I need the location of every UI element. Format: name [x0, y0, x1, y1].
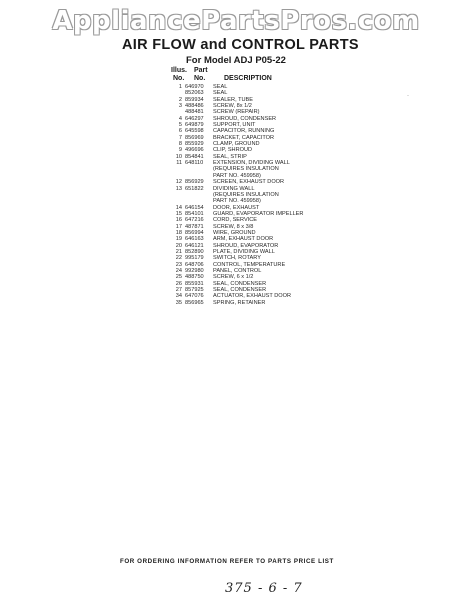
part-number: 856929 [185, 179, 204, 186]
illus-number: 2 [178, 96, 182, 103]
illus-number: 6 [178, 128, 182, 135]
stray-mark: · [407, 93, 409, 99]
illus-number: 25 [175, 274, 182, 281]
part-number: 646297 [185, 115, 204, 122]
part-description: SEAL, CONDENSER [213, 287, 267, 293]
part-number: 488750 [185, 274, 204, 281]
part-number: 646154 [185, 204, 204, 211]
part-description: (REQUIRES INSULATION [213, 166, 279, 173]
part-number: 647076 [185, 293, 204, 300]
part-number: 651822 [185, 185, 204, 192]
parts-row [171, 300, 411, 306]
part-description: ARM, EXHAUST DOOR [213, 236, 274, 243]
illus-number: 23 [175, 261, 182, 268]
part-description: WIRE, GROUND [213, 229, 256, 236]
illus-number: 24 [175, 267, 182, 274]
part-number: 488486 [185, 103, 204, 110]
part-description: CAPACITOR, RUNNING [213, 128, 275, 135]
part-number: 488481 [185, 109, 204, 116]
part-number: 647216 [185, 217, 204, 224]
part-description: DIVIDING WALL [213, 185, 255, 192]
illus-number: 18 [175, 229, 182, 236]
illus-number: 27 [175, 287, 182, 293]
part-number: 856969 [185, 134, 204, 141]
part-description: SEALER, TUBE [213, 96, 254, 103]
part-description: (REQUIRES INSULATION [213, 191, 279, 198]
part-number: 487871 [185, 223, 204, 230]
part-description: SEAL, CONDENSER [213, 280, 267, 287]
part-number: 648706 [185, 261, 204, 268]
part-number: 856965 [185, 299, 204, 306]
col-part-no-label: No. [194, 75, 206, 82]
part-description: SWITCH, ROTARY [213, 255, 261, 262]
part-number: 859934 [185, 96, 204, 103]
illus-number: 11 [176, 160, 182, 167]
part-description: DOOR, EXHAUST [213, 204, 260, 211]
part-description: CLIP, SHROUD [213, 147, 253, 154]
illus-number: 26 [175, 280, 182, 287]
illus-number: 19 [175, 236, 182, 243]
part-number: 646121 [185, 242, 204, 249]
part-number: 857925 [185, 287, 204, 293]
illus-number: 9 [178, 147, 182, 154]
illus-number: 15 [175, 210, 182, 217]
part-description: SUPPORT, UNIT [213, 122, 256, 129]
illus-number: 7 [178, 134, 182, 141]
col-no-label: No. [173, 75, 185, 82]
part-number: 852063 [185, 90, 204, 97]
part-number: 855931 [185, 280, 204, 287]
part-number: 645598 [185, 128, 204, 135]
part-description: SCREW, 6 x 1/2 [213, 274, 254, 281]
model-subtitle: For Model ADJ P05-22 [186, 55, 286, 66]
part-description: PANEL, CONTROL [213, 267, 262, 274]
col-illus-label: Illus. [171, 67, 187, 74]
part-number: 646163 [185, 236, 204, 243]
part-number: 649879 [185, 122, 204, 129]
part-description: SPRING, RETAINER [213, 299, 266, 306]
page-title: AIR FLOW and CONTROL PARTS [122, 37, 359, 53]
illus-number: 12 [175, 179, 182, 186]
part-description: SEAL [213, 90, 228, 97]
handwritten-note: 375 - 6 - 7 [225, 581, 303, 596]
part-description: BRACKET, CAPACITOR [213, 134, 275, 141]
illus-number: 10 [175, 153, 182, 160]
illus-number: 20 [175, 242, 182, 249]
part-description: EXTENSION, DIVIDING WALL [213, 160, 290, 167]
part-number: 854841 [185, 153, 204, 160]
illus-number: 13 [175, 185, 182, 192]
part-number: 992980 [185, 267, 204, 274]
part-number: 496696 [185, 147, 204, 154]
illus-number: 14 [175, 204, 182, 211]
illus-number: 35 [175, 299, 182, 306]
illus-number: 17 [175, 223, 182, 230]
part-description: PLATE, DIVIDING WALL [213, 248, 275, 255]
illus-number: 34 [175, 293, 182, 300]
part-description: SHROUD, CONDENSER [213, 115, 277, 122]
part-number: 995179 [185, 255, 204, 262]
illus-number: 16 [175, 217, 182, 224]
illus-number: 1 [178, 84, 182, 90]
illus-number: 22 [175, 255, 182, 262]
part-number: 854101 [185, 210, 204, 217]
part-description: PART NO. 459958) [213, 198, 261, 205]
part-description: SCREW, 8 x 3/8 [213, 223, 254, 230]
illus-number: 8 [178, 141, 182, 148]
illus-number: 5 [178, 122, 182, 129]
part-number: 852890 [185, 248, 204, 255]
part-description: CONTROL, TEMPERATURE [213, 261, 286, 268]
part-description: ACTUATOR, EXHAUST DOOR [213, 293, 292, 300]
part-description: GUARD, EVAPORATOR IMPELLER [213, 210, 304, 217]
watermark-logo: AppliancePartsPros.com [52, 6, 420, 36]
part-number: 648110 [185, 160, 204, 167]
illus-number: 3 [178, 103, 182, 110]
part-description: CORD, SERVICE [213, 217, 258, 224]
part-number: 855929 [185, 141, 204, 148]
illus-number: 4 [178, 115, 182, 122]
part-description: CLAMP, GROUND [213, 141, 260, 148]
part-description: SHROUD, EVAPORATOR [213, 242, 279, 249]
illus-number: 21 [175, 248, 182, 255]
col-part-label: Part [194, 67, 208, 74]
col-description-label: DESCRIPTION [224, 75, 272, 82]
part-description: SCREW, 8x 1/2 [213, 103, 252, 110]
part-description: SEAL [213, 84, 228, 90]
part-description: SCREEN, EXHAUST DOOR [213, 179, 285, 186]
part-number: 646970 [185, 84, 204, 90]
part-number: 856994 [185, 229, 204, 236]
ordering-note: FOR ORDERING INFORMATION REFER TO PARTS PRICE LIST [120, 558, 334, 565]
part-description: SEAL, STRIP [213, 153, 247, 160]
part-description: PART NO. 459958) [213, 172, 261, 179]
part-description: SCREW (REPAIR) [213, 109, 260, 116]
parts-list [171, 84, 411, 306]
